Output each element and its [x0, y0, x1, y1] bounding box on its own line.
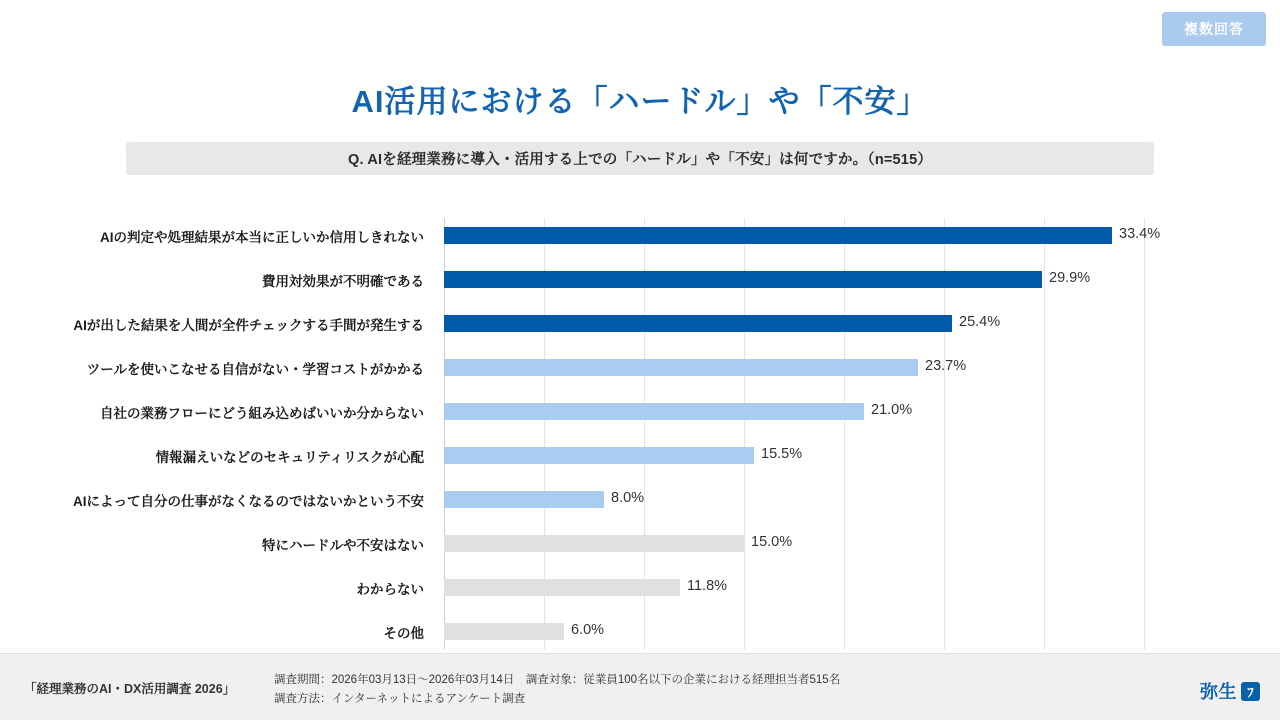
bar	[444, 623, 564, 640]
category-label: 情報漏えいなどのセキュリティリスクが心配	[155, 450, 424, 465]
bar-value-label: 33.4%	[1119, 226, 1161, 242]
chart-plot-area	[444, 218, 1184, 650]
category-label-row	[0, 482, 424, 526]
category-label-row	[0, 614, 424, 658]
question-bar	[126, 142, 1154, 175]
chart-bar-row	[444, 306, 1184, 350]
bar-value-label: 25.4%	[959, 314, 1001, 330]
chart-bar-row	[444, 482, 1184, 526]
footer-survey-name: 「経理業務のAI・DX活用調査 2026」	[24, 682, 236, 696]
category-label: AIが出した結果を人間が全件チェックする手間が発生する	[73, 318, 424, 333]
bar-value-label: 23.7%	[925, 358, 967, 374]
category-label: 特にハードルや不安はない	[262, 538, 424, 553]
chart-bar-row	[444, 350, 1184, 394]
bar	[444, 447, 754, 464]
category-label-column	[0, 218, 432, 650]
status-badge: 複数回答	[1162, 12, 1266, 46]
chart-bar-row	[444, 526, 1184, 570]
chart-bar-row	[444, 570, 1184, 614]
chart-bar-row	[444, 218, 1184, 262]
category-label-row	[0, 350, 424, 394]
footer-meta-line1: 調査期間：2026年03月13日〜2026年03月14日 調査対象：従業員100名以下の企業における経理担当者515名	[274, 674, 841, 686]
bar	[444, 579, 680, 596]
bar-value-label: 6.0%	[571, 622, 605, 638]
bar-value-label: 21.0%	[871, 402, 913, 418]
bar	[444, 491, 604, 508]
chart-bar-row	[444, 614, 1184, 658]
brand-logo	[1200, 678, 1260, 704]
category-label: わからない	[356, 582, 424, 597]
bar	[444, 535, 744, 552]
category-label: その他	[383, 626, 424, 641]
question-text: Q. AIを経理業務に導入・活用する上での「ハードル」や「不安」は何ですか。（n=515）	[347, 152, 933, 168]
bar	[444, 359, 918, 376]
category-label-row	[0, 394, 424, 438]
category-label-row	[0, 218, 424, 262]
chart-bar-row	[444, 262, 1184, 306]
footer-meta	[274, 671, 840, 709]
category-label-row	[0, 526, 424, 570]
category-label: AIによって自分の仕事がなくなるのではないかという不安	[73, 494, 424, 509]
footer-meta-line2: 調査方法：インターネットによるアンケート調査	[274, 692, 526, 705]
category-label-row	[0, 438, 424, 482]
page-title: AI活用における「ハードル」や「不安」	[351, 84, 929, 119]
bar-value-label: 15.5%	[761, 446, 803, 462]
bar-chart	[0, 205, 1280, 650]
chart-bar-row	[444, 394, 1184, 438]
bar-value-label: 29.9%	[1049, 270, 1091, 286]
bar	[444, 403, 864, 420]
category-label-row	[0, 570, 424, 614]
brand-mark-icon: ﾌ	[1241, 682, 1260, 701]
bar-value-label: 15.0%	[751, 534, 793, 550]
footer	[0, 653, 1280, 720]
bar	[444, 227, 1112, 244]
category-label: 自社の業務フローにどう組み込めばいいか分からない	[100, 406, 424, 421]
bar-value-label: 11.8%	[687, 578, 728, 594]
brand-name: 弥生	[1200, 682, 1237, 702]
category-label: AIの判定や処理結果が本当に正しいか信用しきれない	[100, 230, 424, 245]
bar	[444, 315, 952, 332]
bar-value-label: 8.0%	[611, 490, 645, 506]
category-label-row	[0, 306, 424, 350]
category-label-row	[0, 262, 424, 306]
category-label: ツールを使いこなせる自信がない・学習コストがかかる	[86, 362, 424, 377]
category-label: 費用対効果が不明確である	[262, 274, 424, 289]
bar	[444, 271, 1042, 288]
chart-bar-row	[444, 438, 1184, 482]
